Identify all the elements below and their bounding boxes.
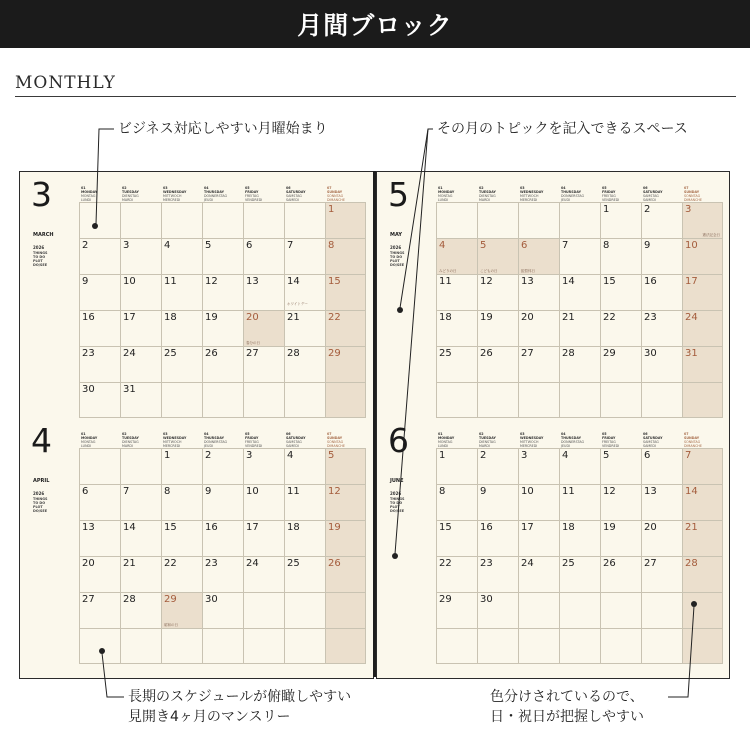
weekday-header-thursday: 04 THURSDAY DONNERSTAG JEUDI: [204, 432, 228, 448]
banner-title: 月間ブロック: [297, 11, 453, 40]
day-number: 28: [287, 348, 300, 359]
day-number: 14: [287, 276, 300, 287]
day-number: 23: [82, 348, 95, 359]
day-number: 13: [521, 276, 534, 287]
day-note: 振替休日: [521, 269, 535, 273]
day-number: 20: [82, 558, 95, 569]
things-to-do-label: THINGS TO DO PLOT DO/SEE: [390, 251, 405, 267]
day-number: 10: [123, 276, 136, 287]
day-number: 5: [328, 450, 335, 461]
day-number: 17: [246, 522, 259, 533]
day-number: 1: [328, 204, 335, 215]
weekday-header-wednesday: 03 WEDNESDAY MITTWOCH MERCREDI: [520, 186, 544, 202]
day-number: 7: [287, 240, 294, 251]
day-number: 27: [82, 594, 95, 605]
day-number: 6: [82, 486, 89, 497]
weekday-header-thursday: 04 THURSDAY DONNERSTAG JEUDI: [561, 432, 585, 448]
day-number: 13: [246, 276, 259, 287]
day-number: 23: [205, 558, 218, 569]
leader-dot: [392, 553, 398, 559]
day-number: 15: [603, 276, 616, 287]
weekday-header-friday: 05 FRIDAY FREITAG VENDREDI: [602, 186, 620, 202]
day-number: 1: [439, 450, 446, 461]
weekday-header-tuesday: 02 TUESDAY DIENSTAG MARDI: [479, 432, 496, 448]
day-number: 16: [82, 312, 95, 323]
callout-color-line1: 色分けされているので、: [490, 689, 644, 705]
day-number: 7: [562, 240, 569, 251]
day-number: 11: [562, 486, 575, 497]
day-number: 28: [123, 594, 136, 605]
day-number: 27: [521, 348, 534, 359]
day-number: 3: [246, 450, 253, 461]
day-number: 1: [164, 450, 171, 461]
day-number: 26: [205, 348, 218, 359]
day-number: 17: [521, 522, 534, 533]
day-number: 21: [685, 522, 698, 533]
day-number: 13: [644, 486, 657, 497]
weekday-header-tuesday: 02 TUESDAY DIENSTAG MARDI: [122, 432, 139, 448]
day-number: 25: [439, 348, 452, 359]
day-number: 8: [328, 240, 335, 251]
weekday-header-wednesday: 03 WEDNESDAY MITTWOCH MERCREDI: [163, 432, 187, 448]
day-number: 12: [205, 276, 218, 287]
day-number: 10: [685, 240, 698, 251]
day-number: 7: [123, 486, 130, 497]
weekday-header-tuesday: 02 TUESDAY DIENSTAG MARDI: [479, 186, 496, 202]
day-number: 29: [439, 594, 452, 605]
weekday-header-monday: 01 MONDAY MONTAG LUNDI: [438, 186, 455, 202]
section-label: MONTHLY: [15, 73, 116, 93]
day-note: 昭和の日: [164, 623, 178, 627]
day-number: 22: [439, 558, 452, 569]
day-number: 30: [82, 384, 95, 395]
month-number: 4: [31, 421, 52, 460]
day-number: 4: [287, 450, 294, 461]
weekday-header-sunday: 07 SUNDAY SONNTAG DIMANCHE: [684, 186, 702, 202]
day-number: 11: [164, 276, 177, 287]
month-number: 6: [388, 421, 409, 460]
day-number: 16: [205, 522, 218, 533]
month-year: 2026: [390, 245, 402, 250]
day-number: 20: [644, 522, 657, 533]
callout-topic-space: その月のトピックを記入できるスペース: [437, 121, 688, 137]
day-number: 25: [562, 558, 575, 569]
callout-monday-start: ビジネス対応しやすい月曜始まり: [118, 121, 328, 137]
weekday-header-monday: 01 MONDAY MONTAG LUNDI: [81, 432, 98, 448]
day-number: 16: [480, 522, 493, 533]
day-number: 18: [164, 312, 177, 323]
day-number: 29: [603, 348, 616, 359]
day-number: 17: [123, 312, 136, 323]
day-number: 15: [328, 276, 341, 287]
day-number: 12: [328, 486, 341, 497]
month-name: APRIL: [33, 478, 50, 484]
day-number: 3: [123, 240, 130, 251]
day-number: 12: [603, 486, 616, 497]
day-number: 15: [439, 522, 452, 533]
weekday-header-tuesday: 02 TUESDAY DIENSTAG MARDI: [122, 186, 139, 202]
day-number: 23: [480, 558, 493, 569]
day-number: 15: [164, 522, 177, 533]
day-number: 6: [644, 450, 651, 461]
month-year: 2026: [33, 245, 45, 250]
things-to-do-label: THINGS TO DO PLOT DO/SEE: [390, 497, 405, 513]
day-number: 24: [123, 348, 136, 359]
day-note: みどりの日: [439, 269, 457, 273]
day-number: 2: [644, 204, 651, 215]
day-number: 8: [164, 486, 171, 497]
day-number: 14: [685, 486, 698, 497]
day-number: 29: [328, 348, 341, 359]
month-number: 3: [31, 175, 52, 214]
day-number: 21: [287, 312, 300, 323]
day-number: 22: [328, 312, 341, 323]
month-number: 5: [388, 175, 409, 214]
callout-overview-line1: 長期のスケジュールが俯瞰しやすい: [128, 689, 352, 705]
leader-dot: [99, 648, 105, 654]
day-number: 27: [246, 348, 259, 359]
day-number: 24: [246, 558, 259, 569]
leader-topic-space-2: [395, 129, 428, 554]
day-number: 30: [480, 594, 493, 605]
day-number: 24: [521, 558, 534, 569]
weekday-header-friday: 05 FRIDAY FREITAG VENDREDI: [245, 432, 263, 448]
leader-monday-start: [96, 129, 114, 224]
day-number: 9: [644, 240, 651, 251]
day-number: 5: [205, 240, 212, 251]
day-number: 19: [480, 312, 493, 323]
day-number: 28: [685, 558, 698, 569]
day-number: 24: [685, 312, 698, 323]
things-to-do-label: THINGS TO DO PLOT DO/SEE: [33, 251, 48, 267]
day-number: 29: [164, 594, 177, 605]
day-number: 20: [246, 312, 259, 323]
weekday-header-thursday: 04 THURSDAY DONNERSTAG JEUDI: [204, 186, 228, 202]
weekday-header-friday: 05 FRIDAY FREITAG VENDREDI: [602, 432, 620, 448]
weekday-header-thursday: 04 THURSDAY DONNERSTAG JEUDI: [561, 186, 585, 202]
day-number: 26: [603, 558, 616, 569]
weekday-header-saturday: 06 SATURDAY SAMSTAG SAMEDI: [643, 432, 663, 448]
day-number: 21: [562, 312, 575, 323]
day-note: ホワイトデー: [287, 302, 308, 306]
day-number: 12: [480, 276, 493, 287]
leader-dot: [691, 601, 697, 607]
day-number: 20: [521, 312, 534, 323]
day-number: 28: [562, 348, 575, 359]
day-number: 22: [603, 312, 616, 323]
day-number: 4: [439, 240, 446, 251]
day-number: 3: [521, 450, 528, 461]
day-number: 26: [328, 558, 341, 569]
day-number: 23: [644, 312, 657, 323]
day-number: 9: [480, 486, 487, 497]
weekday-header-sunday: 07 SUNDAY SONNTAG DIMANCHE: [327, 186, 345, 202]
day-number: 11: [439, 276, 452, 287]
month-name: MAY: [390, 232, 402, 238]
weekday-header-sunday: 07 SUNDAY SONNTAG DIMANCHE: [327, 432, 345, 448]
weekday-header-wednesday: 03 WEDNESDAY MITTWOCH MERCREDI: [520, 432, 544, 448]
weekday-header-saturday: 06 SATURDAY SAMSTAG SAMEDI: [286, 432, 306, 448]
day-number: 5: [480, 240, 487, 251]
day-number: 7: [685, 450, 692, 461]
day-number: 14: [562, 276, 575, 287]
day-number: 13: [82, 522, 95, 533]
day-number: 3: [685, 204, 692, 215]
day-number: 2: [82, 240, 89, 251]
day-number: 5: [603, 450, 610, 461]
day-number: 8: [603, 240, 610, 251]
day-number: 26: [480, 348, 493, 359]
day-number: 16: [644, 276, 657, 287]
day-number: 21: [123, 558, 136, 569]
day-number: 10: [246, 486, 259, 497]
month-year: 2026: [33, 491, 45, 496]
day-number: 1: [603, 204, 610, 215]
day-number: 6: [521, 240, 528, 251]
weekday-header-sunday: 07 SUNDAY SONNTAG DIMANCHE: [684, 432, 702, 448]
callout-overview-line2: 見開き4ヶ月のマンスリー: [128, 709, 291, 725]
day-number: 31: [123, 384, 136, 395]
day-number: 14: [123, 522, 136, 533]
leader-color: [668, 606, 694, 697]
month-name: MARCH: [33, 232, 54, 238]
day-number: 6: [246, 240, 253, 251]
weekday-header-saturday: 06 SATURDAY SAMSTAG SAMEDI: [643, 186, 663, 202]
day-number: 10: [521, 486, 534, 497]
day-number: 18: [287, 522, 300, 533]
weekday-header-monday: 01 MONDAY MONTAG LUNDI: [438, 432, 455, 448]
day-number: 4: [164, 240, 171, 251]
callout-color-line2: 日・祝日が把握しやすい: [490, 709, 644, 725]
day-note: 憲法記念日: [702, 233, 720, 237]
day-note: 春分の日: [246, 341, 260, 345]
day-number: 18: [562, 522, 575, 533]
weekday-header-friday: 05 FRIDAY FREITAG VENDREDI: [245, 186, 263, 202]
day-number: 19: [205, 312, 218, 323]
leader-overview: [102, 653, 124, 697]
day-number: 4: [562, 450, 569, 461]
day-number: 19: [603, 522, 616, 533]
leader-dot: [397, 307, 403, 313]
day-number: 2: [205, 450, 212, 461]
day-number: 25: [164, 348, 177, 359]
leader-dot: [92, 223, 98, 229]
day-number: 2: [480, 450, 487, 461]
month-name: JUNE: [390, 478, 404, 484]
day-number: 31: [685, 348, 698, 359]
day-number: 19: [328, 522, 341, 533]
day-number: 9: [205, 486, 212, 497]
day-number: 25: [287, 558, 300, 569]
day-number: 11: [287, 486, 300, 497]
day-number: 27: [644, 558, 657, 569]
day-number: 30: [644, 348, 657, 359]
weekday-header-monday: 01 MONDAY MONTAG LUNDI: [81, 186, 98, 202]
weekday-header-wednesday: 03 WEDNESDAY MITTWOCH MERCREDI: [163, 186, 187, 202]
weekday-header-saturday: 06 SATURDAY SAMSTAG SAMEDI: [286, 186, 306, 202]
day-number: 8: [439, 486, 446, 497]
things-to-do-label: THINGS TO DO PLOT DO/SEE: [33, 497, 48, 513]
day-number: 22: [164, 558, 177, 569]
day-note: こどもの日: [480, 269, 498, 273]
month-year: 2026: [390, 491, 402, 496]
day-number: 18: [439, 312, 452, 323]
day-number: 9: [82, 276, 89, 287]
day-number: 17: [685, 276, 698, 287]
day-number: 30: [205, 594, 218, 605]
